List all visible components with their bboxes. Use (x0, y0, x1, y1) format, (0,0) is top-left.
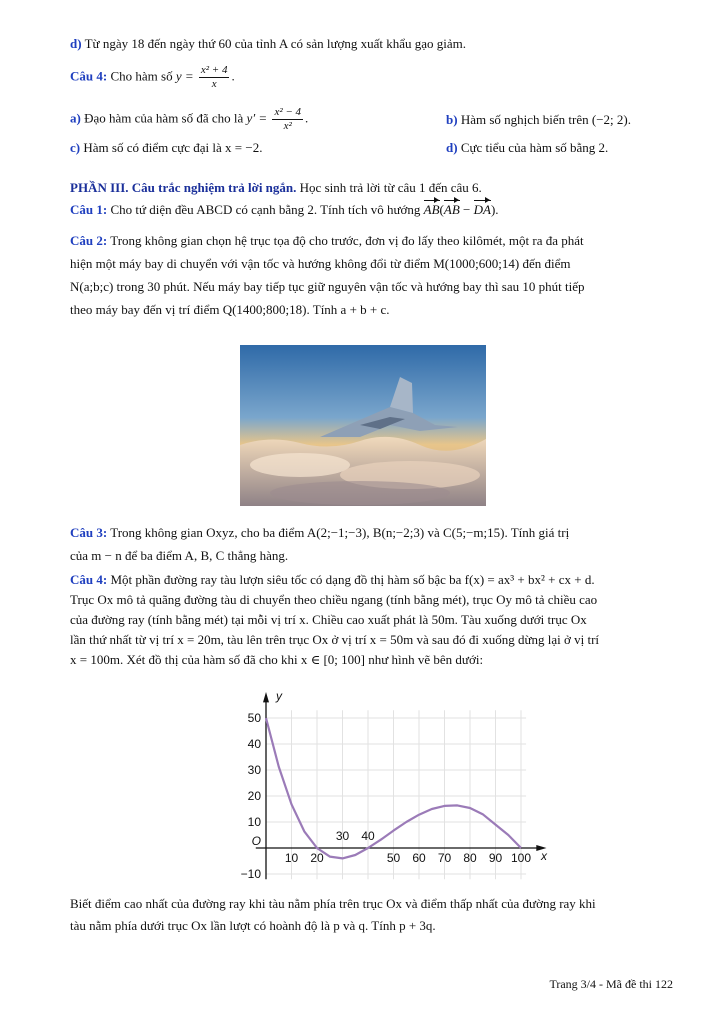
airplane-image (240, 345, 486, 506)
x-tick-label: 10 (284, 851, 299, 865)
y-tick-label: 10 (247, 815, 261, 829)
final-question: Biết điểm cao nhất của đường ray khi tàu nằm phía trên trục Ox và điểm thấp nhất của đường ray khi tàu nằm phía dưới trục Ox lần lượt có hoành độ là p và q. Tính p + 3q. (70, 896, 596, 933)
x-tick-label: 70 (437, 851, 452, 865)
fraction: $\frac{\text{x² − 4}}{\text{x²}}$ (274, 106, 302, 132)
x-tick-label: 50 (386, 851, 401, 865)
statement-d-previous: d) Từ ngày 18 đến ngày thứ 60 của tỉnh A có sản lượng xuất khẩu gạo giảm. (70, 36, 467, 51)
x-axis-label: x (540, 849, 547, 863)
part3-question-3: Câu 3: Trong không gian Oxyz, cho ba điểm A(2;−1;−3), B(n;−2;3) và C(5;−m;15). Tính giá trị của m − n để ba điểm A, B, C thẳng hàng. (70, 525, 570, 563)
y-axis-arrow (263, 692, 269, 702)
annotation-label: 30 (335, 829, 350, 843)
statement-c: c) Hàm số có điểm cực đại là x = −2. d) Cực tiểu của hàm số bằng 2. (70, 138, 673, 158)
question-4-part2: Câu 4: Cho hàm số y = $\frac{\text{x² + 4}}{x}$ . (70, 64, 235, 90)
y-tick-label: 30 (247, 763, 261, 777)
page-footer: Trang 3/4 - Mã đề thi 122 (549, 977, 673, 991)
origin-label: O (251, 834, 261, 848)
y-tick-label: −10 (240, 867, 261, 880)
statement-d: d) Cực tiểu của hàm số bằng 2. (446, 140, 609, 155)
x-tick-label: 20 (310, 851, 324, 865)
x-tick-label: 60 (412, 851, 426, 865)
y-tick-label: 20 (247, 789, 261, 803)
part3-question-4: Câu 4: Một phần đường ray tàu lượn siêu tốc có dạng đồ thị hàm số bậc ba f(x) = ax³ + bx² + cx + d. Trục Ox mô tả quãng đường tàu di chuyển theo chiều ngang (tính bằng mét), trục Oy mô tả chiều cao của đường ray (tính bằng mét) tại mỗi vị trí x. Chiều cao xuất phát là 50m. Tàu xuống dưới trục Ox lần thứ nhất từ vị trí x = 20m, tàu lên trên trục Ox ở vị trí x = 50m và sau đó đi xuống dừng lại ở vị trí x = 100m. Xét đồ thị của hàm số đã cho khi x ∈ [0; 100] như hình vẽ bên dưới: (70, 572, 600, 667)
statement-a: a) Đạo hàm của hàm số đã cho là y′ = $\frac{\text{x² − 4}}{\text{x²}}$ . b) Hàm số nghịch biến trên (−2; 2). (70, 106, 631, 132)
fraction: $\frac{\text{x² + 4}}{x}$ (200, 64, 228, 90)
part3-question-1: Câu 1: Cho tứ diện đều ABCD có cạnh bằng 2. Tính tích vô hướng AB(AB − DA). (70, 200, 673, 220)
annotation-label: 40 (361, 829, 375, 843)
airplane-photo (240, 345, 486, 506)
x-tick-label: 80 (463, 851, 477, 865)
statement-b: b) Hàm số nghịch biến trên (−2; 2). (446, 112, 631, 127)
x-tick-label: 100 (510, 851, 532, 865)
cubic-function-graph (228, 685, 578, 880)
y-axis-label: y (276, 688, 282, 703)
part3-question-2: Câu 2: Trong không gian chọn hệ trục tọa độ cho trước, đơn vị đo lấy theo kilômét, một ra đa phát hiện một máy bay di chuyển với vận tốc và hướng không đổi từ điểm M(1000;600;14) đến điểm N(a;b;c) trong 30 phút. Nếu máy bay tiếp tục giữ nguyên vận tốc và hướng bay thì sau 10 phút tiếp theo máy bay đến vị trí điểm Q(1400;800;18). Tính a + b + c. (70, 233, 585, 317)
y-tick-label: 50 (247, 711, 261, 725)
y-tick-label: 40 (247, 737, 261, 751)
graph-svg (228, 685, 578, 880)
section-3-heading: PHẦN III. Câu trắc nghiệm trả lời ngắn. Học sinh trả lời từ câu 1 đến câu 6. (70, 180, 482, 195)
x-tick-label: 90 (488, 851, 503, 865)
